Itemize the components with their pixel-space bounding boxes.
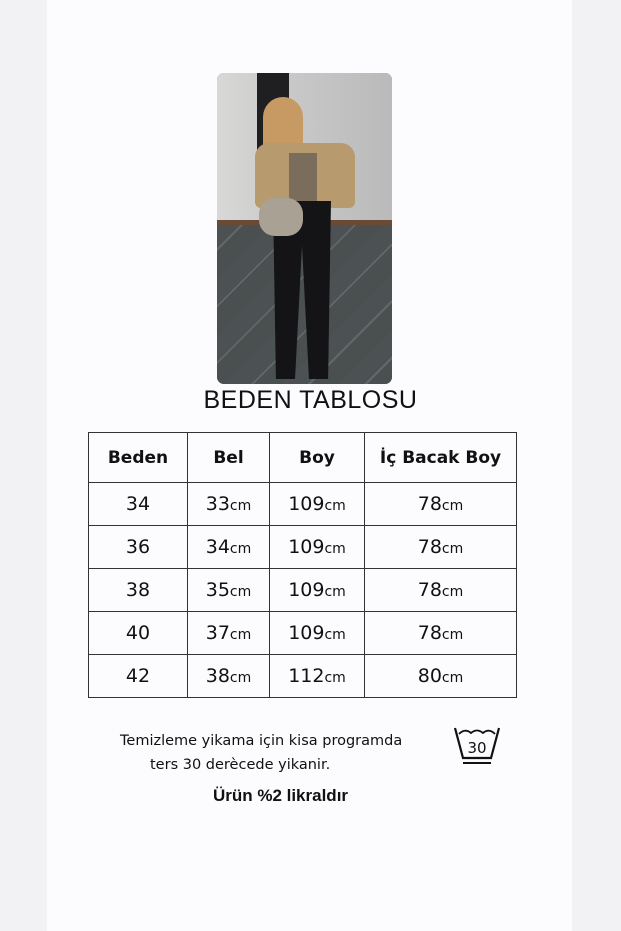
table-row <box>89 526 517 569</box>
table-cell: 109cm <box>270 612 365 655</box>
table-row <box>89 569 517 612</box>
wash-30-icon <box>452 722 502 768</box>
column-header: Beden <box>89 433 188 483</box>
size-chart-title: BEDEN TABLOSU <box>203 386 418 414</box>
product-photo <box>217 73 392 384</box>
table-cell: 78cm <box>365 569 517 612</box>
table-cell: 78cm <box>365 612 517 655</box>
material-note: Ürün %2 likraldır <box>212 786 349 805</box>
table-row <box>89 483 517 526</box>
table-cell: 78cm <box>365 526 517 569</box>
column-header: Boy <box>270 433 365 483</box>
table-cell: 37cm <box>188 612 270 655</box>
table-cell: 109cm <box>270 526 365 569</box>
svg-text:30: 30 <box>467 739 487 757</box>
table-row <box>89 655 517 698</box>
table-cell: 109cm <box>270 569 365 612</box>
column-header: Bel <box>188 433 270 483</box>
size-table <box>88 432 517 698</box>
table-cell: 38cm <box>188 655 270 698</box>
table-cell: 42 <box>89 655 188 698</box>
table-cell: 109cm <box>270 483 365 526</box>
table-cell: 34cm <box>188 526 270 569</box>
table-cell: 35cm <box>188 569 270 612</box>
column-header: İç Bacak Boy <box>365 433 517 483</box>
table-cell: 78cm <box>365 483 517 526</box>
care-instruction-line1: Temizleme yikama için kisa programda <box>120 733 403 749</box>
table-cell: 38 <box>89 569 188 612</box>
table-cell: 40 <box>89 612 188 655</box>
table-cell: 80cm <box>365 655 517 698</box>
table-cell: 34 <box>89 483 188 526</box>
table-cell: 33cm <box>188 483 270 526</box>
table-cell: 112cm <box>270 655 365 698</box>
care-instruction-line2: ters 30 derècede yikanir. <box>150 757 331 773</box>
table-cell: 36 <box>89 526 188 569</box>
table-row <box>89 612 517 655</box>
